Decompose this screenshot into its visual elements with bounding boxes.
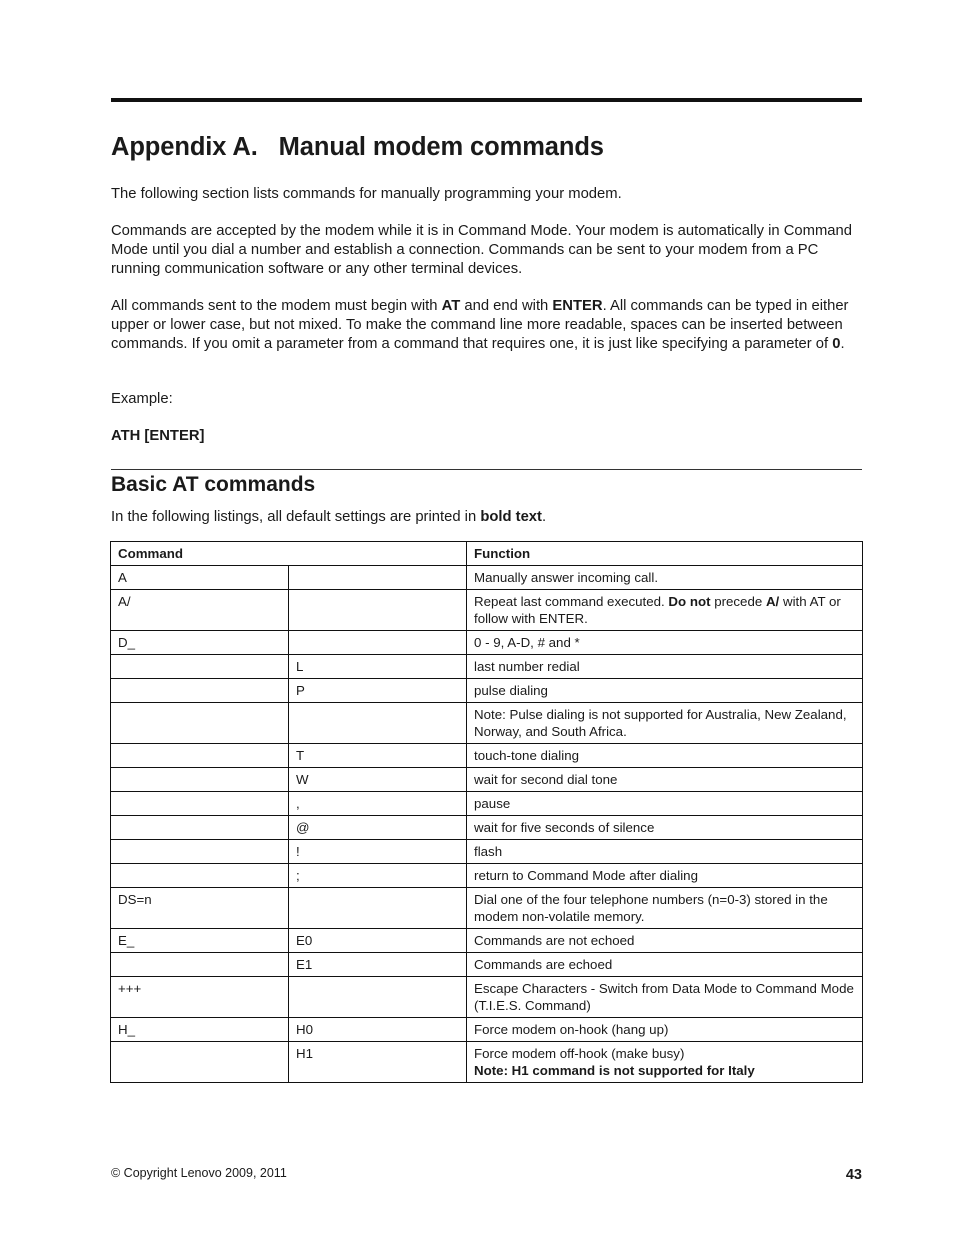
table-row (111, 679, 863, 703)
table-row (111, 703, 863, 744)
cell-command (111, 792, 289, 816)
cell-command: A/ (111, 590, 289, 631)
cell-command: H_ (111, 1018, 289, 1042)
header-function: Function (467, 542, 863, 566)
cell-command (111, 864, 289, 888)
cell-command (111, 703, 289, 744)
cell-param: ! (289, 840, 467, 864)
copyright-notice: © Copyright Lenovo 2009, 2011 (111, 1166, 287, 1180)
cell-function: Dial one of the four telephone numbers (n=0-3) stored in the modem non-volatile memory. (467, 888, 863, 929)
cell-function: Commands are not echoed (467, 929, 863, 953)
cell-param (289, 631, 467, 655)
cell-function: pause (467, 792, 863, 816)
intro-paragraph: The following section lists commands for manually programming your modem. (111, 186, 622, 202)
cell-function: Commands are echoed (467, 953, 863, 977)
table-row (111, 953, 863, 977)
cell-param: ; (289, 864, 467, 888)
syntax-paragraph: All commands sent to the modem must begin with AT and end with ENTER. All commands can be typed in either upper or lower case, but not mixed. To make the command line more readable, spaces can be inserted between commands. If you omit a parameter from a command that requires one, it is just like specifying a parameter of 0. (111, 298, 849, 352)
h1-note: Note: H1 command is not supported for Italy (474, 1063, 755, 1078)
cell-command (111, 1042, 289, 1083)
cell-function: 0 - 9, A-D, # and * (467, 631, 863, 655)
cell-function: return to Command Mode after dialing (467, 864, 863, 888)
table-row (111, 1042, 863, 1083)
cell-param (289, 566, 467, 590)
cell-param (289, 888, 467, 929)
cell-param (289, 703, 467, 744)
cell-function: touch-tone dialing (467, 744, 863, 768)
cell-param: P (289, 679, 467, 703)
chapter-rule (111, 98, 862, 102)
cell-command: A (111, 566, 289, 590)
table-row (111, 655, 863, 679)
at-commands-table (110, 541, 863, 1083)
cell-function: Force modem on-hook (hang up) (467, 1018, 863, 1042)
example-label: Example: (111, 391, 173, 407)
cell-param (289, 977, 467, 1018)
section-title: Basic AT commands (111, 473, 316, 496)
page-title: Appendix A. Manual modem commands (111, 133, 604, 161)
table-row (111, 1018, 863, 1042)
cell-function: pulse dialing (467, 679, 863, 703)
cell-param: @ (289, 816, 467, 840)
cell-param: H1 (289, 1042, 467, 1083)
table-row (111, 888, 863, 929)
table-row (111, 590, 863, 631)
cell-function: flash (467, 840, 863, 864)
section-rule (111, 469, 862, 470)
cell-function: Escape Characters - Switch from Data Mode to Command Mode (T.I.E.S. Command) (467, 977, 863, 1018)
page-number: 43 (845, 1167, 862, 1183)
cell-command (111, 655, 289, 679)
cell-param: W (289, 768, 467, 792)
cell-command (111, 816, 289, 840)
table-row (111, 929, 863, 953)
example-code: ATH [ENTER] (111, 428, 205, 444)
header-command: Command (111, 542, 467, 566)
cell-param: , (289, 792, 467, 816)
cell-function: wait for five seconds of silence (467, 816, 863, 840)
cell-function: wait for second dial tone (467, 768, 863, 792)
cell-function: Repeat last command executed. Do not precede A/ with AT or follow with ENTER. (467, 590, 863, 631)
table-row (111, 768, 863, 792)
table-row (111, 631, 863, 655)
cell-command (111, 679, 289, 703)
section-note: In the following listings, all default settings are printed in bold text. (111, 509, 547, 525)
cell-function: last number redial (467, 655, 863, 679)
table-header-row (111, 542, 863, 566)
cell-function: Force modem off-hook (make busy) Note: H1 command is not supported for Italy (467, 1042, 863, 1083)
cell-param (289, 590, 467, 631)
cell-command (111, 768, 289, 792)
cell-param: E0 (289, 929, 467, 953)
cell-param: T (289, 744, 467, 768)
table-row (111, 792, 863, 816)
cell-command: D_ (111, 631, 289, 655)
cell-command: E_ (111, 929, 289, 953)
table-row (111, 977, 863, 1018)
cell-command (111, 840, 289, 864)
cell-command: +++ (111, 977, 289, 1018)
cell-param: L (289, 655, 467, 679)
cell-param: E1 (289, 953, 467, 977)
table-row (111, 840, 863, 864)
table-row (111, 816, 863, 840)
cell-command (111, 744, 289, 768)
table-row (111, 744, 863, 768)
cell-function: Manually answer incoming call. (467, 566, 863, 590)
cell-param: H0 (289, 1018, 467, 1042)
command-mode-paragraph: Commands are accepted by the modem while it is in Command Mode. Your modem is automatically in Command Mode until you dial a number and establish a connection. Commands can be sent to your modem from a PC running communication software or any other terminal devices. (111, 223, 852, 277)
cell-function: Note: Pulse dialing is not supported for Australia, New Zealand, Norway, and South Africa. (467, 703, 863, 744)
cell-command (111, 953, 289, 977)
table-row (111, 864, 863, 888)
table-row (111, 566, 863, 590)
cell-command: DS=n (111, 888, 289, 929)
